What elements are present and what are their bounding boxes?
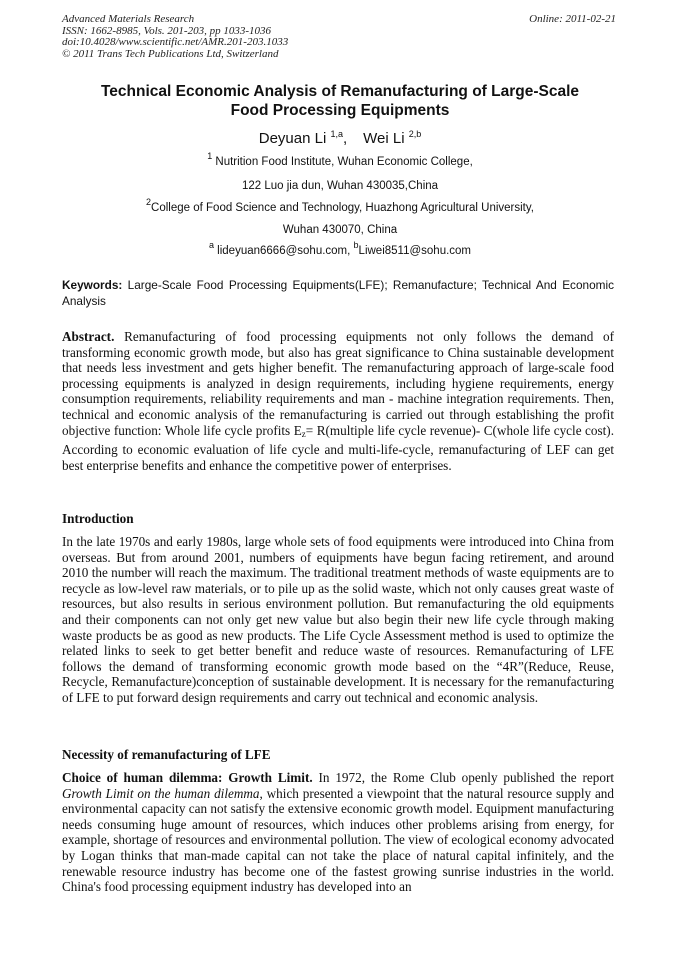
author-2-marker: 2,b (408, 129, 422, 139)
affiliation-2-line-2: Wuhan 430070, China (282, 224, 398, 236)
author-list (70, 130, 610, 147)
affiliation-2-marker: 2 (146, 197, 152, 207)
email-b-marker: b (353, 240, 359, 250)
title-line-2: Food Processing Equipments (230, 102, 450, 119)
keywords-label: Keywords: (62, 278, 123, 292)
introduction-paragraph: In the late 1970s and early 1980s, large whole sets of food equipments were introduced into China from overseas. But from around 2001, numbers of equipments have begun facing retirement, and around 2010 the number will reach the maximum. The traditional treatment methods of waste equipments are to recycle as low-level raw materials, or to pile up as the solid waste, which not only causes great waste of resources, but also results in serious environment pollution. But remanufacturing the old equipments and their components can not only get new value but also begin their new life cycle through making waste products be as good as new products. The Life Cycle Assessment method is used to optimize the related links to seek to get better benefit and reduce waste of resources. Remanufacturing of LFE follows the demand of transforming economic growth mode based on the “4R”(Reduce, Reuse, Recycle, Remanufacture)conception of sustainable development. It is necessary for the remanufacturing of LFE to put forward design requirements and carry out technical and economic analysis. (62, 534, 614, 705)
abstract: Abstract. Remanufacturing of food processing equipments not only follows the demand of transforming economic growth mode, but also has great significance to China sustainable development that needs less investment and gets higher benefit. The remanufacturing approach of large-scale food processing equipments is analyzed in design requirements, including hygiene requirements, energy consumption requirements, reliability requirements and man - machine integration requirements. Then, technical and economic analysis of the remanufacturing is carried out through establishing the profit objective function: Whole life cycle profits $E_z=$ R(multiple life cycle revenue)- C(whole life cycle cost). According to economic evaluation of life cycle and multi-life-cycle, remanufacturing of LEF can get best enterprise benefits and enhance the competitive power of enterprises. (62, 329, 614, 473)
keywords-text: Large-Scale Food Processing Equipments(LFE); Remanufacture; Technical And Economic Analysis (62, 278, 614, 308)
affiliation-1-line-1: $^1$ Nutrition Food Institute, Wuhan Economic College, (207, 151, 473, 168)
journal-header (62, 14, 618, 60)
online-date: Online: 2011-02-21 (529, 13, 616, 25)
necessity-paragraph: Choice of human dilemma: Growth Limit. In 1972, the Rome Club openly published the report Growth Limit on the human dilemma, which presented a viewpoint that the natural resource supply and environmental capacity can not satisfy the extensive economic growth model. Equipment manufacturing needs consuming huge amount of resources, which induces other problems arising from energy, for example, shortage of resources and environmental pollution. The view of ecological economy advocated by Logan thinks that man-made capital can not take the place of natural capital infinitely, and the renewable resource industry has become one of the fastest growing sunrise industries in the world. China's food processing equipment industry has developed into an (62, 770, 614, 895)
email-a: lideyuan6666@sohu.com, (213, 245, 354, 257)
author-separator: , (342, 130, 348, 147)
journal-doi: doi:10.4028/www.scientific.net/AMR.201-203.1033 (62, 36, 289, 49)
journal-issn: ISSN: 1662-8985, Vols. 201-203, pp 1033-1036 (62, 24, 271, 37)
section-heading-necessity: Necessity of remanufacturing of LFE (62, 747, 271, 762)
author-1: Deyuan Li (258, 130, 331, 147)
profit-subscript: z (301, 428, 306, 439)
section-heading-introduction: Introduction (62, 511, 134, 526)
author-1-marker: 1,a (330, 129, 343, 139)
email-b: Liwei8511@sohu.com (358, 245, 472, 257)
report-title: Growth Limit on the human dilemma (62, 785, 260, 801)
author-emails (70, 240, 610, 257)
subsection-label: Choice of human dilemma: Growth Limit. (62, 770, 313, 785)
title-line-1: Technical Economic Analysis of Remanufacturing of Large-Scale (100, 83, 580, 100)
email-a-marker: a (208, 240, 214, 250)
journal-name: Advanced Materials Research (62, 13, 195, 25)
affiliation-1-marker: 1 (207, 151, 213, 161)
affiliation-2-line-1: $^2$College of Food Science and Technology, Huazhong Agricultural University, (146, 197, 534, 214)
paper-title (70, 82, 610, 120)
abstract-label: Abstract. (62, 329, 115, 344)
affiliation-1-line-2: 122 Luo jia dun, Wuhan 430035,China (241, 180, 439, 192)
author-2: Wei Li (363, 130, 409, 147)
journal-copyright: © 2011 Trans Tech Publications Ltd, Switzerland (62, 47, 279, 60)
keywords (62, 278, 614, 309)
